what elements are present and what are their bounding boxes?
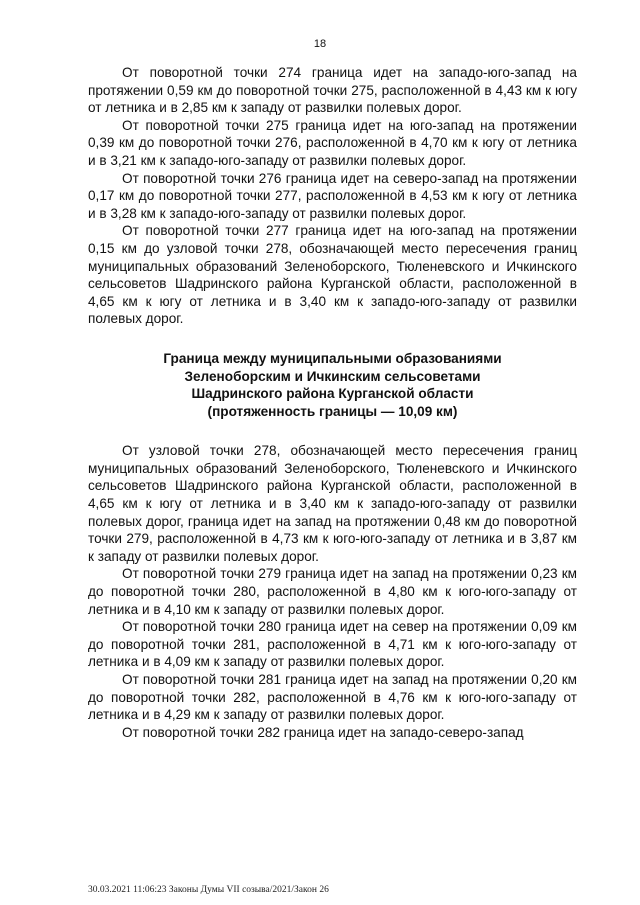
paragraph: От поворотной точки 279 граница идет на запад на протяжении 0,23 км до поворотной точки 280, расположенной в 4,80 км к юго-юго-западу от летника и в 4,10 км к западу от развилки полевых дорог. xyxy=(88,566,577,617)
spacer xyxy=(88,328,577,350)
paragraph: От поворотной точки 281 граница идет на запад на протяжении 0,20 км до поворотной точки 282, расположенной в 4,76 км к юго-юго-западу от летника и в 4,29 км к западу от развилки полевых дорог. xyxy=(88,672,577,723)
heading-line: Граница между муниципальными образованиями xyxy=(163,350,502,366)
document-body xyxy=(88,64,577,741)
heading-line: Шадринского района Курганской области xyxy=(191,386,474,402)
paragraph: От поворотной точки 277 граница идет на юго-запад на протяжении 0,15 км до узловой точки 278, обозначающей место пересечения границ муниципальных образований Зеленоборского, Тюленевского и Ичкинского сельсоветов Шадринского района Курганской области, расположенной в 4,65 км к югу от летника и в 3,40 км к западо-юго-западу от развилки полевых дорог. xyxy=(88,223,577,327)
heading-line: (протяженность границы — 10,09 км) xyxy=(207,403,458,419)
footer-stamp: 30.03.2021 11:06:23 Законы Думы VII созыва/2021/Закон 26 xyxy=(88,885,329,895)
paragraph: От поворотной точки 275 граница идет на юго-запад на протяжении 0,39 км до поворотной точки 276, расположенной в 4,70 км к югу от летника и в 3,21 км к западо-юго-западу от развилки полевых дорог. xyxy=(88,117,577,168)
spacer xyxy=(88,420,577,442)
paragraph: От поворотной точки 282 граница идет на западо-северо-запад xyxy=(122,724,524,740)
page-number: 18 xyxy=(313,38,327,50)
section-heading xyxy=(88,350,577,420)
paragraph: От узловой точки 278, обозначающей место пересечения границ муниципальных образований Зеленоборского, Тюленевского и Ичкинского сельсоветов Шадринского района Курганской области, расположенной в 4,65 км к югу от летника и в 3,40 км к западо-юго-западу от развилки полевых дорог, граница идет на запад на протяжении 0,48 км до поворотной точки 279, расположенной в 4,73 км к юго-юго-западу от летника и в 3,87 км к западу от развилки полевых дорог. xyxy=(88,443,577,564)
heading-line: Зеленоборским и Ичкинским сельсоветами xyxy=(184,368,481,384)
paragraph: От поворотной точки 280 граница идет на север на протяжении 0,09 км до поворотной точки 281, расположенной в 4,71 км к юго-юго-западу от летника и в 4,09 км к западу от развилки полевых дорог. xyxy=(88,619,577,670)
paragraph: От поворотной точки 274 граница идет на западо-юго-запад на протяжении 0,59 км до поворотной точки 275, расположенной в 4,43 км к югу от летника и в 2,85 км к западу от развилки полевых дорог. xyxy=(88,65,577,116)
paragraph: От поворотной точки 276 граница идет на северо-запад на протяжении 0,17 км до поворотной точки 277, расположенной в 4,53 км к югу от летника и в 3,28 км к западо-юго-западу от развилки полевых дорог. xyxy=(88,170,577,221)
